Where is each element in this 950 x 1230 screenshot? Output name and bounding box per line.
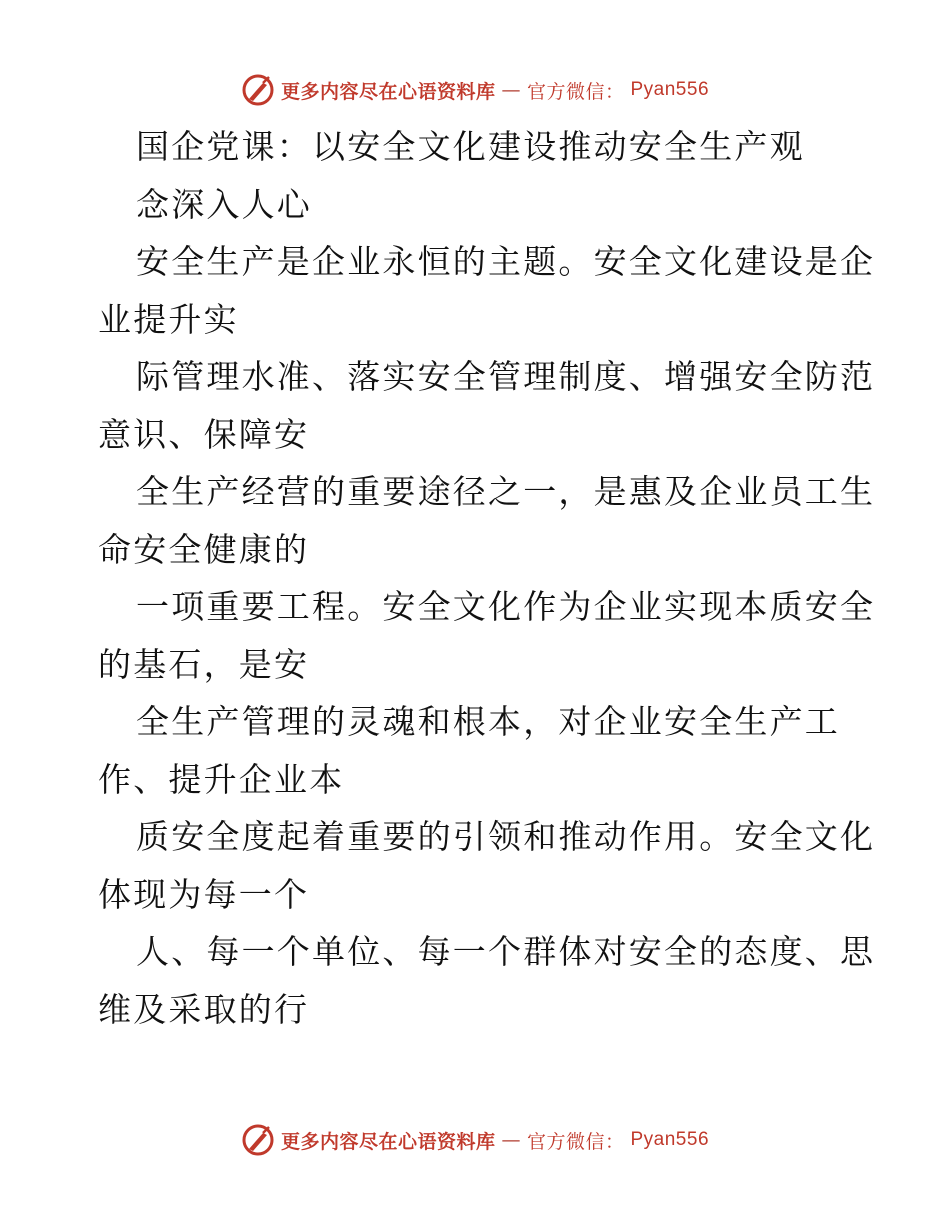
text-line: 体现为每一个 <box>98 874 310 914</box>
banner-brand-text: 更多内容尽在心语资料库 <box>280 80 496 103</box>
text-line: 业提升实 <box>98 299 239 339</box>
text-line: 命安全健康的 <box>98 529 310 569</box>
text-line: 念深入人心 <box>136 184 312 224</box>
footer-banner <box>0 1120 950 1160</box>
text-line: 安全生产是企业永恒的主题。安全文化建设是企 <box>136 242 876 281</box>
banner-separator: — <box>501 1129 521 1151</box>
header-banner <box>0 70 950 110</box>
banner-wechat-label: 官方微信： <box>526 80 625 103</box>
banner-wechat-id: Pyan556 <box>630 1129 710 1150</box>
text-line: 全生产经营的重要途径之一，是惠及企业员工生 <box>136 472 876 511</box>
quill-pen-icon <box>241 1123 275 1157</box>
text-line: 一项重要工程。安全文化作为企业实现本质安全 <box>136 587 876 626</box>
banner-wechat-label: 官方微信： <box>526 1130 625 1153</box>
text-line: 的基石，是安 <box>98 644 310 684</box>
text-line: 意识、保障安 <box>98 414 310 454</box>
quill-pen-icon <box>241 73 275 107</box>
text-line: 际管理水准、落实安全管理制度、增强安全防范 <box>136 357 876 396</box>
text-line: 作、提升企业本 <box>98 759 345 799</box>
banner-wechat-id: Pyan556 <box>630 79 710 100</box>
text-line: 国企党课：以安全文化建设推动安全生产观 <box>136 127 805 166</box>
text-line: 全生产管理的灵魂和根本，对企业安全生产工 <box>136 702 840 741</box>
document-body <box>98 118 876 1038</box>
text-line: 质安全度起着重要的引领和推动作用。安全文化 <box>136 817 876 856</box>
text-line: 维及采取的行 <box>98 989 310 1029</box>
banner-brand-text: 更多内容尽在心语资料库 <box>280 1130 496 1153</box>
banner-separator: — <box>501 79 521 101</box>
text-line: 人、每一个单位、每一个群体对安全的态度、思 <box>136 932 876 971</box>
